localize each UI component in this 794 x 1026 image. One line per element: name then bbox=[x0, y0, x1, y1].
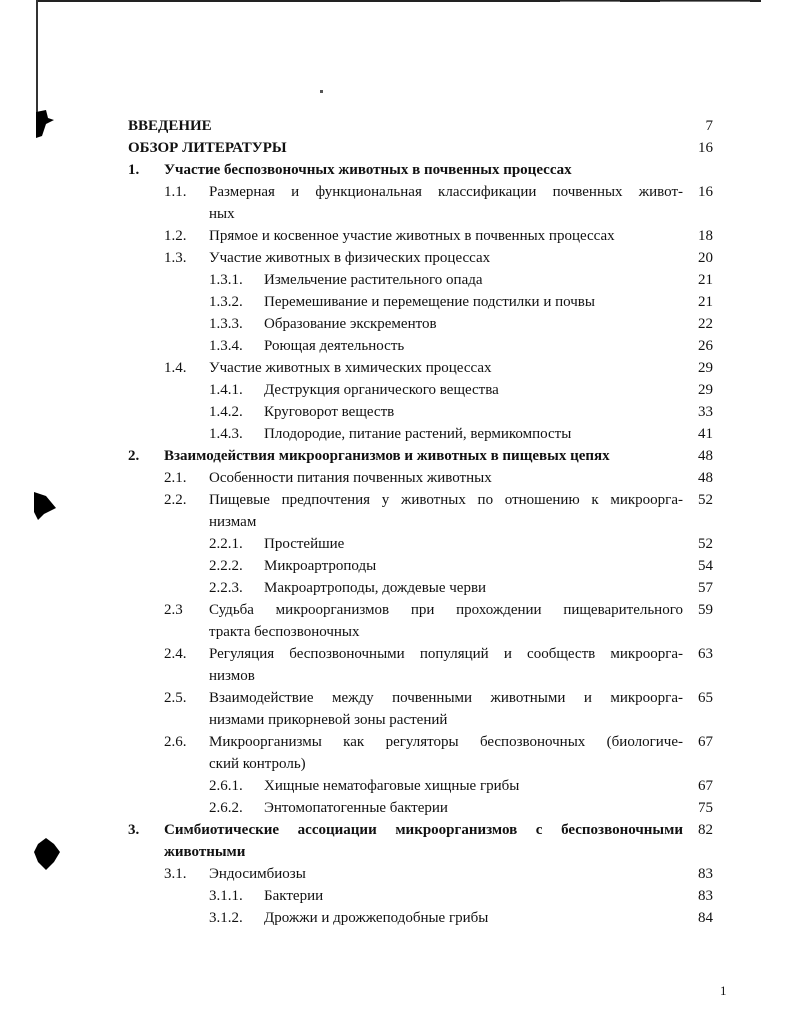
toc-entry-page: 57 bbox=[698, 580, 713, 596]
toc-entry-page: 52 bbox=[698, 536, 713, 552]
toc-entry bbox=[0, 291, 794, 313]
toc-entry-number: 1.4. bbox=[164, 360, 187, 376]
toc-entry-title: ский контроль) bbox=[209, 756, 306, 772]
toc-entry-number: 1. bbox=[128, 162, 140, 178]
toc-entry-number: 2. bbox=[128, 448, 140, 464]
toc-entry-number: 1.1. bbox=[164, 184, 187, 200]
toc-entry bbox=[0, 863, 794, 885]
toc-entry-number: 2.6.2. bbox=[209, 800, 243, 816]
toc-entry-title: Пищевые предпочтения у животных по отношению к микроорга- bbox=[209, 492, 683, 508]
toc-entry bbox=[0, 335, 794, 357]
toc-entry bbox=[0, 687, 794, 709]
toc-entry-page: 16 bbox=[698, 184, 713, 200]
toc-entry-title: ОБЗОР ЛИТЕРАТУРЫ bbox=[128, 140, 287, 156]
toc-entry-number: 2.2.2. bbox=[209, 558, 243, 574]
toc-entry-number: 2.5. bbox=[164, 690, 187, 706]
toc-entry-page: 83 bbox=[698, 888, 713, 904]
toc-entry-page: 84 bbox=[698, 910, 713, 926]
toc-entry-title: ных bbox=[209, 206, 235, 222]
toc-entry-number: 1.3.4. bbox=[209, 338, 243, 354]
page-number: 1 bbox=[720, 983, 727, 998]
toc-entry-title: животными bbox=[164, 844, 246, 860]
toc-entry-title: Деструкция органического вещества bbox=[264, 382, 499, 398]
toc-entry-page: 67 bbox=[698, 734, 713, 750]
toc-entry-title: Плодородие, питание растений, вермикомпосты bbox=[264, 426, 572, 442]
toc-entry-number: 1.4.3. bbox=[209, 426, 243, 442]
toc-entry bbox=[0, 247, 794, 269]
toc-entry bbox=[0, 401, 794, 423]
toc-entry-title: Участие беспозвоночных животных в почвенных процессах bbox=[164, 162, 572, 178]
toc-entry-title: Взаимодействие между почвенными животными и микроорга- bbox=[209, 690, 683, 706]
toc-entry-title: Макроартроподы, дождевые черви bbox=[264, 580, 487, 596]
toc-entry bbox=[0, 731, 794, 753]
toc-entry bbox=[0, 841, 794, 863]
toc-entry-title: Судьба микроорганизмов при прохождении пищеварительного bbox=[209, 602, 683, 618]
toc-entry bbox=[0, 357, 794, 379]
toc-entry-title: Хищные нематофаговые хищные грибы bbox=[264, 778, 520, 794]
toc-entry-title: Размерная и функциональная классификации почвенных живот- bbox=[209, 184, 683, 200]
toc-entry-title: Простейшие bbox=[264, 536, 345, 552]
toc-entry-page: 21 bbox=[698, 294, 713, 310]
toc-entry-page: 82 bbox=[698, 822, 713, 838]
toc-entry-page: 29 bbox=[698, 382, 713, 398]
toc-entry-number: 1.3.1. bbox=[209, 272, 243, 288]
toc-entry bbox=[0, 885, 794, 907]
toc-entry bbox=[0, 467, 794, 489]
toc-entry-title: Бактерии bbox=[264, 888, 324, 904]
toc-entry-title: Участие животных в физических процессах bbox=[209, 250, 491, 266]
toc-entry-page: 48 bbox=[698, 448, 713, 464]
scan-top-border bbox=[36, 0, 761, 2]
toc-entry bbox=[0, 709, 794, 731]
toc-entry bbox=[0, 907, 794, 929]
toc-entry bbox=[0, 269, 794, 291]
toc-entry bbox=[0, 511, 794, 533]
toc-entry-page: 67 bbox=[698, 778, 713, 794]
toc-entry bbox=[0, 599, 794, 621]
toc-entry-number: 1.4.2. bbox=[209, 404, 243, 420]
toc-entry-title: Симбиотические ассоциации микроорганизмов с беспозвоночными bbox=[164, 822, 683, 838]
toc-entry-title: Роющая деятельность bbox=[264, 338, 405, 354]
toc-entry-number: 1.4.1. bbox=[209, 382, 243, 398]
toc-entry-page: 16 bbox=[698, 140, 713, 156]
toc-entry bbox=[0, 159, 794, 181]
toc-entry-title: Энтомопатогенные бактерии bbox=[264, 800, 448, 816]
scan-dash bbox=[660, 1, 750, 2]
toc-entry bbox=[0, 489, 794, 511]
toc-entry-page: 52 bbox=[698, 492, 713, 508]
toc-entry-page: 83 bbox=[698, 866, 713, 882]
toc-entry-number: 2.6.1. bbox=[209, 778, 243, 794]
toc-entry-number: 2.2.3. bbox=[209, 580, 243, 596]
toc-entry-page: 59 bbox=[698, 602, 713, 618]
toc-entry-title: Регуляция беспозвоночными популяций и сообществ микроорга- bbox=[209, 646, 683, 662]
toc-entry-title: Измельчение растительного опада bbox=[264, 272, 483, 288]
toc-entry-page: 65 bbox=[698, 690, 713, 706]
toc-entry-title: Микроорганизмы как регуляторы беспозвоночных (биологиче- bbox=[209, 734, 683, 750]
toc-entry bbox=[0, 665, 794, 687]
toc-entry bbox=[0, 203, 794, 225]
toc-entry bbox=[0, 643, 794, 665]
toc-entry-number: 1.3.3. bbox=[209, 316, 243, 332]
toc-entry bbox=[0, 445, 794, 467]
toc-entry-page: 54 bbox=[698, 558, 713, 574]
toc-entry-title: низмов bbox=[209, 668, 255, 684]
toc-entry-number: 2.2.1. bbox=[209, 536, 243, 552]
toc-entry-page: 33 bbox=[698, 404, 713, 420]
toc-entry bbox=[0, 225, 794, 247]
toc-entry bbox=[0, 577, 794, 599]
toc-entry-number: 2.1. bbox=[164, 470, 187, 486]
toc-entry bbox=[0, 533, 794, 555]
toc-entry-title: Особенности питания почвенных животных bbox=[209, 470, 492, 486]
toc-entry-number: 1.3.2. bbox=[209, 294, 243, 310]
toc-entry-title: Образование экскрементов bbox=[264, 316, 437, 332]
toc-entry-page: 63 bbox=[698, 646, 713, 662]
toc-entry-title: Дрожжи и дрожжеподобные грибы bbox=[264, 910, 489, 926]
toc-entry-number: 3.1.1. bbox=[209, 888, 243, 904]
toc-entry-title: Перемешивание и перемещение подстилки и почвы bbox=[264, 294, 595, 310]
toc-entry bbox=[0, 423, 794, 445]
toc-entry-number: 3. bbox=[128, 822, 140, 838]
toc-entry bbox=[0, 313, 794, 335]
toc-entry bbox=[0, 181, 794, 203]
toc-entry bbox=[0, 797, 794, 819]
toc-entry-number: 1.2. bbox=[164, 228, 187, 244]
toc-entry-number: 1.3. bbox=[164, 250, 187, 266]
toc-entry bbox=[0, 137, 794, 159]
toc-entry-number: 3.1. bbox=[164, 866, 187, 882]
toc-entry-title: низмам bbox=[209, 514, 257, 530]
toc-entry-page: 75 bbox=[698, 800, 713, 816]
toc-entry-title: Прямое и косвенное участие животных в почвенных процессах bbox=[209, 228, 615, 244]
scan-dash bbox=[560, 1, 620, 2]
toc-entry-page: 22 bbox=[698, 316, 713, 332]
toc-entry-title: низмами прикорневой зоны растений bbox=[209, 712, 448, 728]
toc-entry bbox=[0, 753, 794, 775]
toc-entry-page: 18 bbox=[698, 228, 713, 244]
toc-entry-page: 41 bbox=[698, 426, 713, 442]
toc-entry bbox=[0, 621, 794, 643]
toc-entry bbox=[0, 115, 794, 137]
toc-entry-number: 2.3 bbox=[164, 602, 183, 618]
toc-entry-page: 7 bbox=[705, 118, 713, 134]
toc-entry-number: 3.1.2. bbox=[209, 910, 243, 926]
toc-entry-title: тракта беспозвоночных bbox=[209, 624, 360, 640]
toc-entry-title: Круговорот веществ bbox=[264, 404, 395, 420]
toc-entry-page: 48 bbox=[698, 470, 713, 486]
toc-entry bbox=[0, 379, 794, 401]
toc-entry-page: 26 bbox=[698, 338, 713, 354]
toc-entry-page: 21 bbox=[698, 272, 713, 288]
toc-entry bbox=[0, 775, 794, 797]
toc-entry-title: ВВЕДЕНИЕ bbox=[128, 118, 212, 134]
toc-entry-number: 2.4. bbox=[164, 646, 187, 662]
scan-speck bbox=[320, 90, 323, 93]
toc-entry-page: 20 bbox=[698, 250, 713, 266]
toc-entry-number: 2.6. bbox=[164, 734, 187, 750]
toc-entry-title: Участие животных в химических процессах bbox=[209, 360, 492, 376]
toc-entry bbox=[0, 555, 794, 577]
toc-entry-title: Микроартроподы bbox=[264, 558, 377, 574]
toc-entry-page: 29 bbox=[698, 360, 713, 376]
toc-entry-title: Взаимодействия микроорганизмов и животных в пищевых цепях bbox=[164, 448, 610, 464]
toc-entry-number: 2.2. bbox=[164, 492, 187, 508]
toc-entry-title: Эндосимбиозы bbox=[209, 866, 306, 882]
toc-entry bbox=[0, 819, 794, 841]
